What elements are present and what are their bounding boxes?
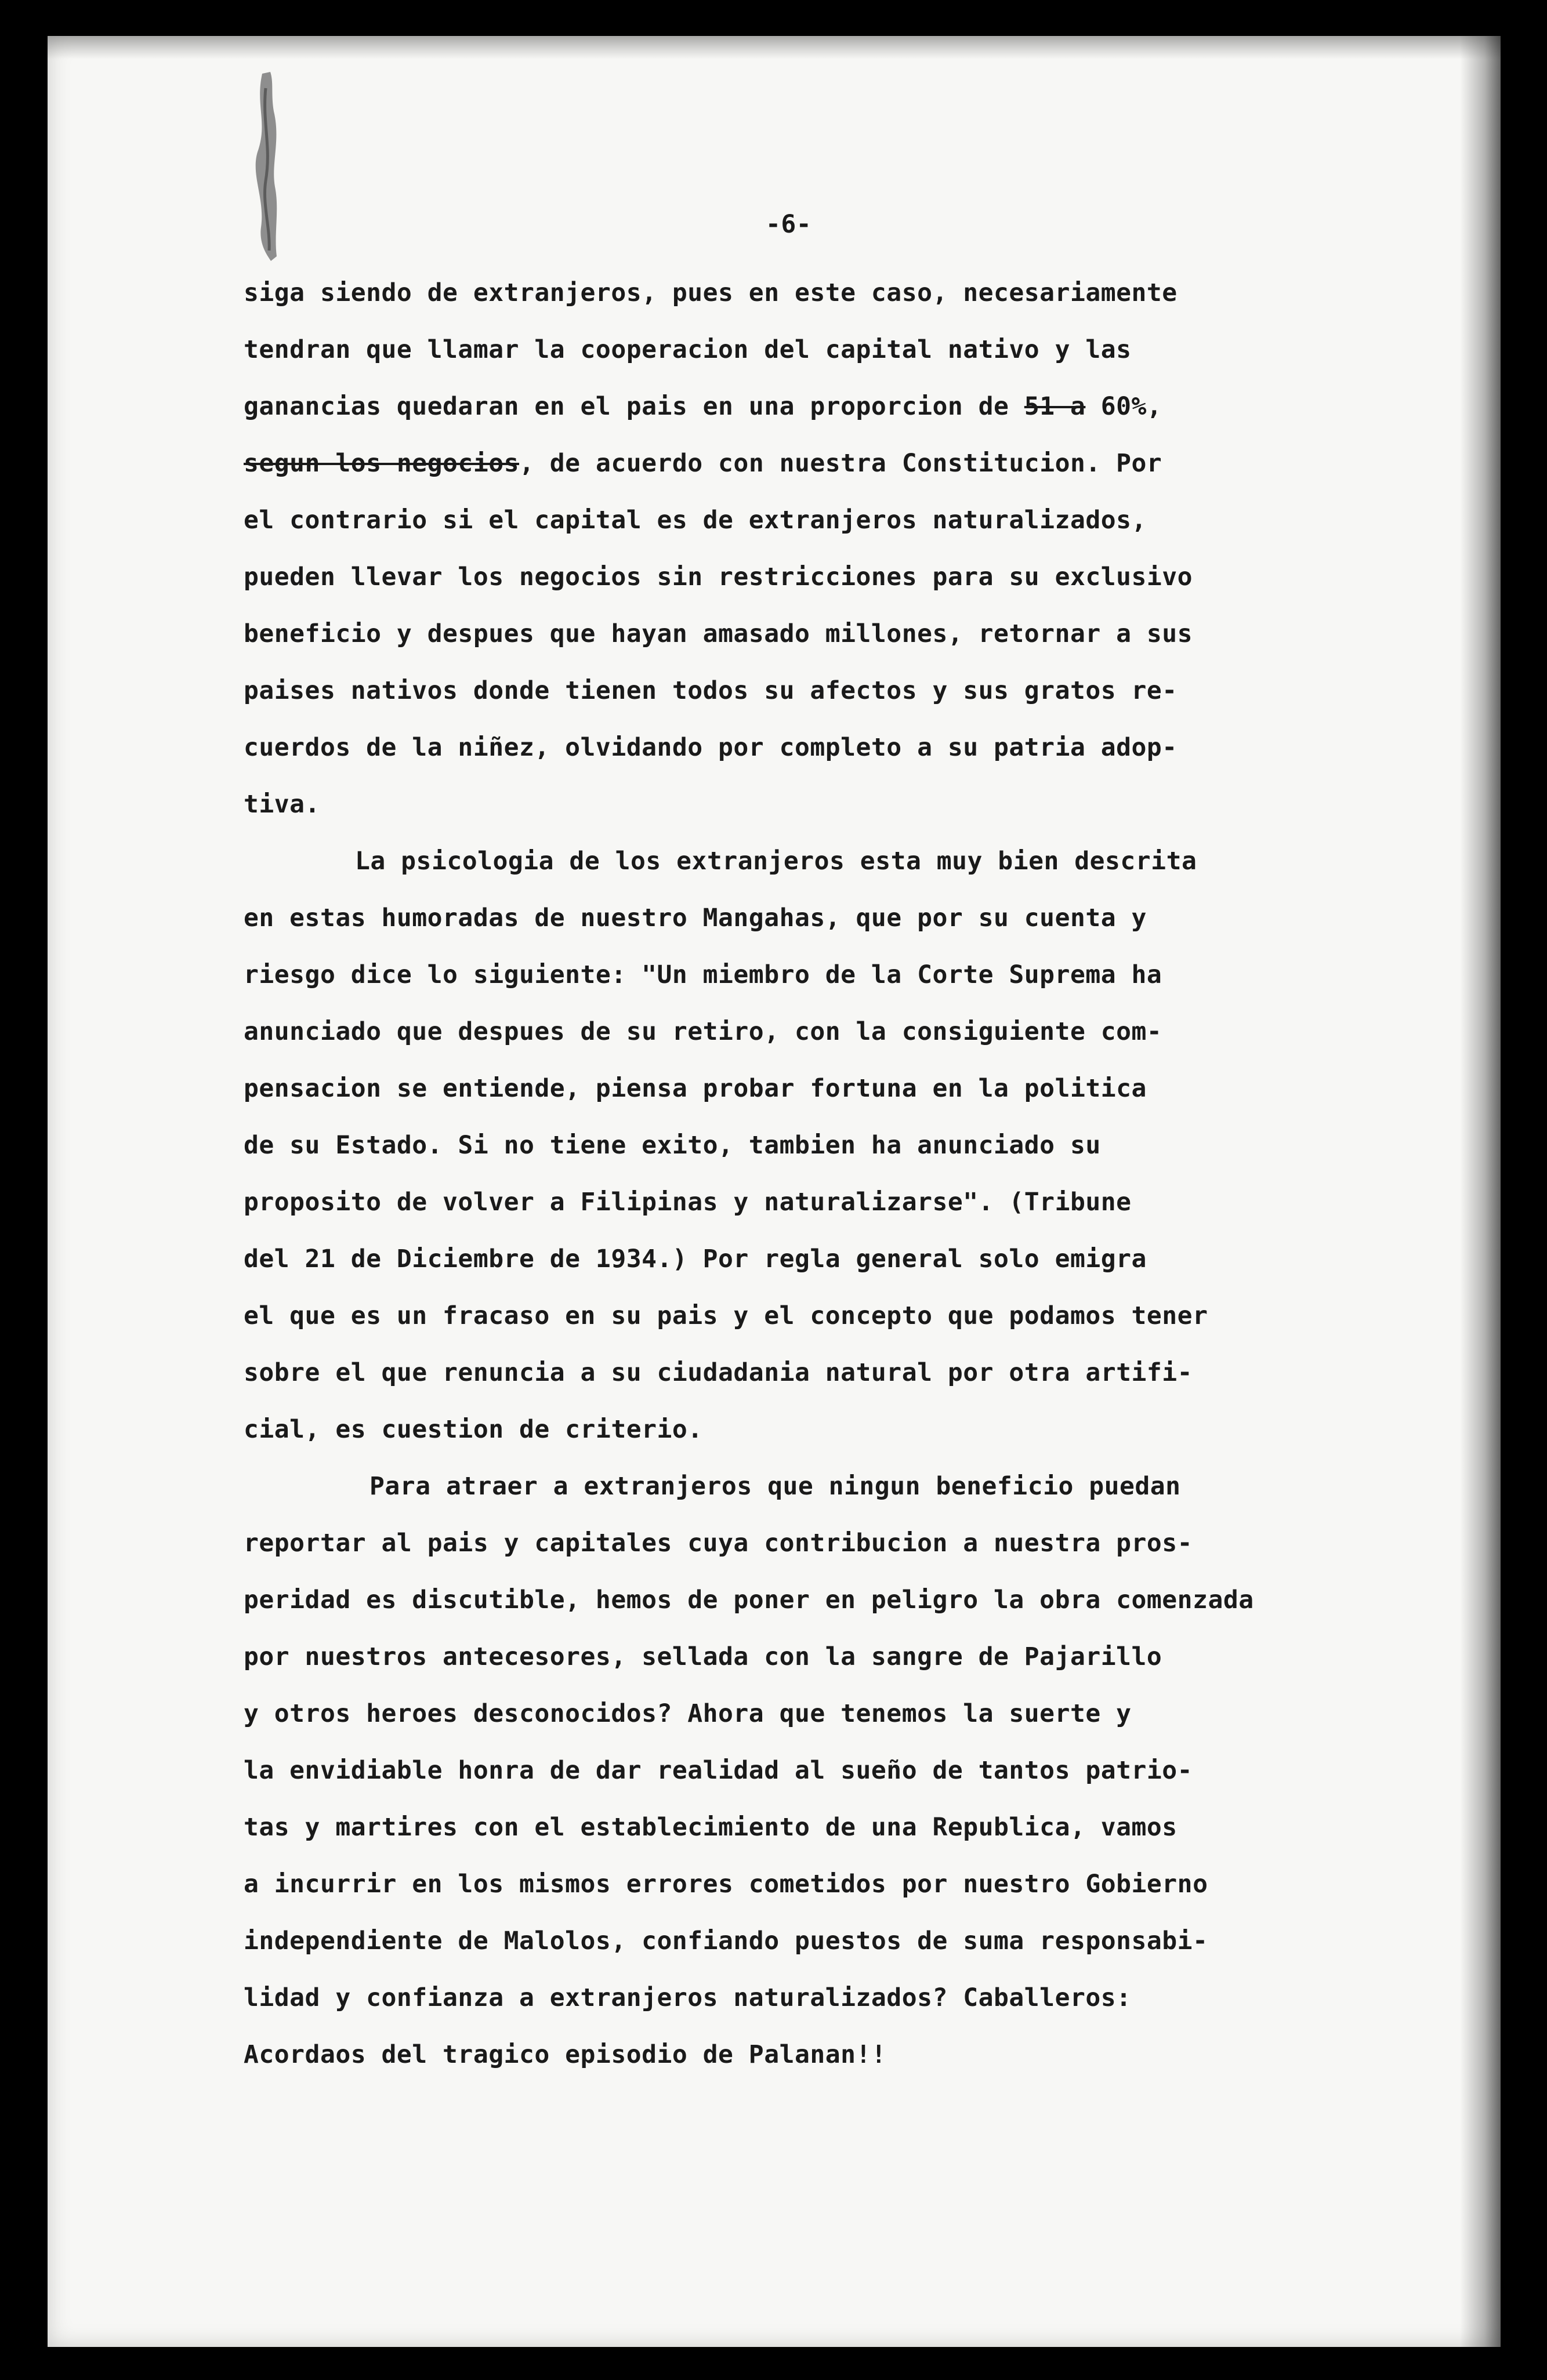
text-line: independiente de Malolos, confiando puestos de suma responsabi- [244, 1927, 1208, 1955]
struck-text: segun los negocios [244, 449, 519, 478]
text-segment: 60%, [1085, 392, 1162, 421]
text-line: del 21 de Diciembre de 1934.) Por regla general solo emigra [244, 1245, 1147, 1274]
text-line: paises nativos donde tienen todos su afectos y sus gratos re- [244, 676, 1178, 705]
text-line: anunciado que despues de su retiro, con la consiguiente com- [244, 1017, 1162, 1046]
text-segment: ganancias quedaran en el pais en una proporcion de [244, 392, 1024, 421]
text-line: siga siendo de extranjeros, pues en este caso, necesariamente [244, 278, 1178, 307]
text-line [244, 449, 1162, 478]
text-line: cial, es cuestion de criterio. [244, 1415, 703, 1444]
text-line: proposito de volver a Filipinas y naturalizarse". (Tribune [244, 1188, 1132, 1217]
text-line: cuerdos de la niñez, olvidando por completo a su patria adop- [244, 733, 1178, 762]
text-line: tiva. [244, 790, 320, 819]
text-line: a incurrir en los mismos errores cometidos por nuestro Gobierno [244, 1870, 1208, 1899]
paper-tear-mark [245, 71, 285, 262]
text-line: sobre el que renuncia a su ciudadania natural por otra artifi- [244, 1358, 1193, 1387]
text-line: el que es un fracaso en su pais y el concepto que podamos tener [244, 1301, 1208, 1330]
text-line: por nuestros antecesores, sellada con la sangre de Pajarillo [244, 1642, 1162, 1671]
text-line: Acordaos del tragico episodio de Palanan!! [244, 2040, 887, 2069]
page-number: -6- [766, 210, 812, 239]
text-line: y otros heroes desconocidos? Ahora que tenemos la suerte y [244, 1699, 1132, 1728]
struck-text: 51 a [1024, 392, 1086, 421]
text-line: de su Estado. Si no tiene exito, tambien ha anunciado su [244, 1131, 1101, 1160]
text-line: la envidiable honra de dar realidad al sueño de tantos patrio- [244, 1756, 1193, 1785]
text-line: tas y martires con el establecimiento de una Republica, vamos [244, 1813, 1178, 1842]
text-line: pensacion se entiende, piensa probar fortuna en la politica [244, 1074, 1147, 1103]
text-line: reportar al pais y capitales cuya contribucion a nuestra pros- [244, 1529, 1193, 1558]
text-line: peridad es discutible, hemos de poner en peligro la obra comenzada [244, 1586, 1254, 1615]
text-line: pueden llevar los negocios sin restricciones para su exclusivo [244, 563, 1193, 592]
paragraph-first-line: Para atraer a extranjeros que ningun beneficio puedan [369, 1472, 1181, 1501]
text-line: riesgo dice lo siguiente: "Un miembro de la Corte Suprema ha [244, 960, 1162, 989]
text-line: el contrario si el capital es de extranjeros naturalizados, [244, 506, 1147, 535]
text-line: lidad y confianza a extranjeros naturalizados? Caballeros: [244, 1983, 1132, 2012]
paragraph-first-line: La psicologia de los extranjeros esta muy bien descrita [355, 847, 1197, 876]
text-line: tendran que llamar la cooperacion del capital nativo y las [244, 335, 1132, 364]
text-line: beneficio y despues que hayan amasado millones, retornar a sus [244, 619, 1193, 648]
document-page [48, 36, 1501, 2347]
text-line: en estas humoradas de nuestro Mangahas, que por su cuenta y [244, 904, 1147, 933]
text-segment: , de acuerdo con nuestra Constitucion. Por [519, 449, 1162, 478]
text-line [244, 392, 1162, 421]
